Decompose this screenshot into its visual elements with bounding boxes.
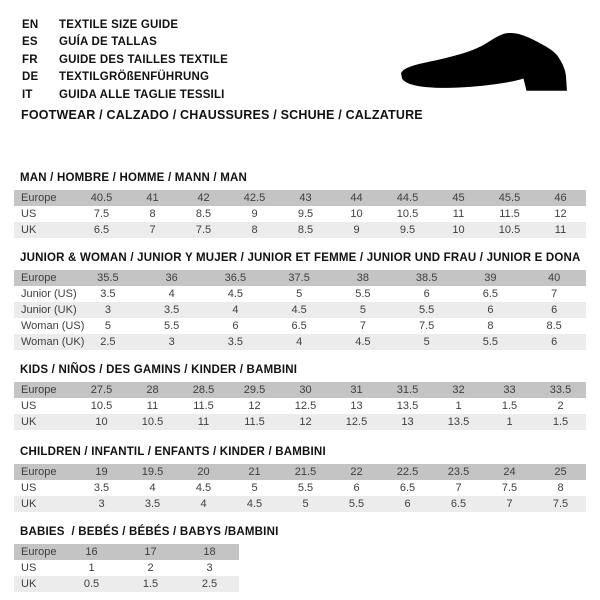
- size-cell: 10: [452, 224, 465, 236]
- size-cell: 7.5: [418, 320, 435, 332]
- row-label: Europe: [21, 384, 57, 396]
- size-cell: 12: [554, 208, 567, 220]
- size-cell: 6: [232, 320, 239, 332]
- size-cell: 4: [149, 482, 156, 494]
- size-cell: 3.5: [100, 288, 116, 300]
- size-cell: 41: [146, 192, 159, 204]
- size-cell: 5.5: [348, 498, 365, 510]
- table-row: [14, 334, 586, 350]
- section-title-children: CHILDREN / INFANTIL / ENFANTS / KINDER / BAMBINI: [20, 446, 326, 458]
- size-cell: 8: [149, 208, 156, 220]
- row-label: Europe: [21, 466, 57, 478]
- table-row: [14, 318, 586, 334]
- size-cell: 4.5: [291, 304, 307, 316]
- size-cell: 5.5: [418, 304, 435, 316]
- size-cell: 0.5: [83, 578, 100, 590]
- size-cell: 4: [296, 336, 303, 348]
- table-row: [14, 464, 586, 480]
- row-label: US: [21, 482, 37, 494]
- size-cell: 6.5: [399, 482, 416, 494]
- size-cell: 7: [455, 482, 462, 494]
- language-label: TEXTILGRÖßENFÜHRUNG: [59, 71, 210, 84]
- size-cell: 5: [296, 288, 303, 300]
- size-cell: 7.5: [93, 208, 110, 220]
- row-label: US: [21, 562, 37, 574]
- section-junior-woman: [14, 252, 586, 350]
- language-line-de: [22, 69, 228, 87]
- size-cell: 2.5: [100, 336, 116, 348]
- row-label: US: [21, 400, 37, 412]
- size-cell: 5: [423, 336, 430, 348]
- size-cell: 8.5: [297, 224, 314, 236]
- table-row: [14, 576, 239, 592]
- size-cell: 31: [350, 384, 363, 396]
- section-title-babies: BABIES / BEBÉS / BÉBÉS / BABYS /BAMBINI: [20, 526, 279, 538]
- size-cell: 3.5: [144, 498, 161, 510]
- size-cell: 12.5: [294, 400, 317, 412]
- size-cell: 3.5: [227, 336, 244, 348]
- size-cell: 39: [484, 272, 497, 284]
- size-cell: 3.5: [163, 304, 180, 316]
- size-cell: 4: [200, 498, 207, 510]
- size-cell: 44: [350, 192, 363, 204]
- size-cell: 6.5: [93, 224, 110, 236]
- section-children: [14, 446, 586, 512]
- size-cell: 33: [503, 384, 516, 396]
- size-table-babies: [14, 544, 239, 592]
- row-label: UK: [21, 498, 37, 510]
- size-cell: 33.5: [549, 384, 572, 396]
- size-cell: 12: [299, 416, 312, 428]
- language-code: DE: [22, 71, 39, 84]
- language-line-fr: [22, 51, 228, 69]
- size-cell: 5.5: [482, 336, 499, 348]
- size-cell: 37.5: [288, 272, 310, 284]
- size-cell: 19.5: [141, 466, 164, 478]
- language-code: FR: [22, 53, 38, 66]
- size-cell: 7.5: [195, 224, 212, 236]
- section-babies: [14, 526, 278, 592]
- size-cell: 11: [197, 416, 210, 428]
- size-cell: 12.5: [345, 416, 368, 428]
- size-cell: 6.5: [450, 498, 467, 510]
- size-table-kids: [14, 382, 586, 430]
- table-row: [14, 560, 239, 576]
- size-cell: 12: [248, 400, 261, 412]
- size-cell: 1: [88, 562, 95, 574]
- language-line-en: [22, 16, 228, 34]
- table-row: [14, 222, 586, 238]
- size-cell: 38.5: [415, 272, 438, 284]
- section-title-junior-woman: JUNIOR & WOMAN / JUNIOR Y MUJER / JUNIOR ET FEMME / JUNIOR UND FRAU / JUNIOR E DONA: [20, 252, 581, 264]
- size-cell: 45: [452, 192, 465, 204]
- size-cell: 6: [423, 288, 430, 300]
- size-cell: 10.5: [90, 400, 113, 412]
- language-code: ES: [22, 36, 38, 49]
- size-cell: 9: [353, 224, 360, 236]
- size-cell: 4.5: [246, 498, 263, 510]
- size-cell: 21.5: [294, 466, 317, 478]
- size-cell: 3: [168, 336, 175, 348]
- table-row: [14, 398, 586, 414]
- size-cell: 11: [452, 208, 465, 220]
- size-cell: 3: [98, 498, 105, 510]
- size-cell: 5.5: [163, 320, 180, 332]
- row-label: Junior (UK): [21, 304, 77, 316]
- size-cell: 35.5: [97, 272, 119, 284]
- row-label: Europe: [21, 272, 57, 284]
- row-label: Europe: [21, 546, 57, 558]
- size-cell: 6: [551, 336, 558, 348]
- size-cell: 30: [299, 384, 312, 396]
- language-label: GUIDA ALLE TAGLIE TESSILI: [59, 88, 225, 101]
- size-cell: 4: [168, 288, 175, 300]
- language-line-es: [22, 34, 228, 52]
- size-table-man: [14, 190, 586, 238]
- size-cell: 5: [302, 498, 309, 510]
- size-cell: 18: [203, 546, 216, 558]
- row-label: Junior (US): [21, 288, 77, 300]
- size-cell: 1.5: [501, 400, 518, 412]
- size-cell: 27.5: [90, 384, 113, 396]
- size-cell: 31.5: [396, 384, 419, 396]
- section-man: [14, 172, 586, 238]
- language-line-it: [22, 86, 228, 104]
- size-cell: 1.5: [552, 416, 569, 428]
- size-cell: 21: [248, 466, 261, 478]
- size-cell: 13: [401, 416, 414, 428]
- size-cell: 46: [554, 192, 567, 204]
- section-title-man: MAN / HOMBRE / HOMME / MANN / MAN: [20, 172, 248, 184]
- size-cell: 40.5: [90, 192, 113, 204]
- size-cell: 7.5: [552, 498, 569, 510]
- size-cell: 10: [95, 416, 108, 428]
- table-row: [14, 286, 586, 302]
- size-cell: 13: [350, 400, 363, 412]
- dress-shoe-icon: [397, 26, 571, 98]
- size-cell: 25: [554, 466, 567, 478]
- section-kids: [14, 364, 586, 430]
- size-cell: 8: [251, 224, 258, 236]
- size-cell: 3: [104, 304, 111, 316]
- size-cell: 40: [548, 272, 561, 284]
- size-cell: 9.5: [297, 208, 314, 220]
- size-cell: 22.5: [396, 466, 419, 478]
- size-cell: 6: [404, 498, 411, 510]
- size-cell: 28.5: [192, 384, 215, 396]
- size-cell: 9: [251, 208, 258, 220]
- row-label: US: [21, 208, 37, 220]
- size-cell: 9.5: [399, 224, 416, 236]
- size-cell: 5: [104, 320, 111, 332]
- size-cell: 23.5: [447, 466, 470, 478]
- size-cell: 7: [359, 320, 366, 332]
- size-cell: 6: [353, 482, 360, 494]
- size-cell: 4: [232, 304, 239, 316]
- size-cell: 19: [95, 466, 108, 478]
- size-cell: 11.5: [244, 416, 265, 428]
- table-row: [14, 496, 586, 512]
- size-cell: 29.5: [243, 384, 266, 396]
- size-cell: 5: [359, 304, 366, 316]
- size-cell: 1: [506, 416, 513, 428]
- size-cell: 42.5: [243, 192, 266, 204]
- size-cell: 24: [503, 466, 516, 478]
- size-cell: 2: [147, 562, 154, 574]
- size-cell: 2: [557, 400, 564, 412]
- size-table-junior-woman: [14, 270, 586, 350]
- table-row: [14, 206, 586, 222]
- size-cell: 13.5: [396, 400, 419, 412]
- size-cell: 8: [487, 320, 494, 332]
- row-label: Woman (UK): [21, 336, 85, 348]
- size-cell: 3: [206, 562, 213, 574]
- size-cell: 4.5: [227, 288, 244, 300]
- table-row: [14, 190, 586, 206]
- table-row: [14, 544, 239, 560]
- size-cell: 20: [197, 466, 210, 478]
- size-cell: 8.5: [546, 320, 562, 332]
- language-label: GUÍA DE TALLAS: [59, 36, 157, 49]
- size-table-children: [14, 464, 586, 512]
- size-cell: 36.5: [224, 272, 247, 284]
- language-label: TEXTILE SIZE GUIDE: [59, 18, 179, 31]
- size-cell: 10.5: [396, 208, 419, 220]
- size-cell: 1: [455, 400, 462, 412]
- size-cell: 6.5: [482, 288, 499, 300]
- row-label: Woman (US): [21, 320, 85, 332]
- size-cell: 5.5: [297, 482, 314, 494]
- size-cell: 8.5: [195, 208, 212, 220]
- size-cell: 3.5: [93, 482, 110, 494]
- table-row: [14, 270, 586, 286]
- table-row: [14, 382, 586, 398]
- size-cell: 6: [487, 304, 494, 316]
- size-cell: 5.5: [355, 288, 371, 300]
- row-label: UK: [21, 224, 37, 236]
- size-cell: 11: [554, 224, 567, 236]
- language-code: IT: [22, 88, 33, 101]
- size-cell: 10.5: [141, 416, 164, 428]
- row-label: UK: [21, 578, 37, 590]
- size-cell: 22: [350, 466, 363, 478]
- size-cell: 5: [251, 482, 258, 494]
- size-cell: 28: [146, 384, 159, 396]
- size-cell: 7: [551, 288, 558, 300]
- size-cell: 4.5: [355, 336, 371, 348]
- table-row: [14, 302, 586, 318]
- size-cell: 16: [85, 546, 98, 558]
- size-cell: 38: [356, 272, 369, 284]
- size-cell: 32: [452, 384, 465, 396]
- dress-shoe-silhouette: [397, 26, 571, 98]
- table-row: [14, 414, 586, 430]
- language-label: GUIDE DES TAILLES TEXTILE: [59, 53, 228, 66]
- table-row: [14, 480, 586, 496]
- size-cell: 42: [197, 192, 210, 204]
- row-label: UK: [21, 416, 37, 428]
- size-cell: 1.5: [142, 578, 159, 590]
- size-cell: 4.5: [195, 482, 212, 494]
- size-cell: 6.5: [291, 320, 307, 332]
- category-line: FOOTWEAR / CALZADO / CHAUSSURES / SCHUHE / CALZATURE: [21, 108, 423, 122]
- size-cell: 7: [506, 498, 513, 510]
- size-cell: 8: [557, 482, 564, 494]
- size-cell: 10.5: [498, 224, 521, 236]
- size-cell: 7: [149, 224, 156, 236]
- size-cell: 44.5: [396, 192, 419, 204]
- size-cell: 13.5: [447, 416, 470, 428]
- size-cell: 7.5: [501, 482, 518, 494]
- size-cell: 43: [299, 192, 312, 204]
- size-cell: 2.5: [201, 578, 218, 590]
- section-title-kids: KIDS / NIÑOS / DES GAMINS / KINDER / BAMBINI: [20, 364, 298, 376]
- language-title-block: [22, 16, 228, 104]
- size-cell: 36: [165, 272, 178, 284]
- size-cell: 11.5: [499, 208, 520, 220]
- language-code: EN: [22, 18, 39, 31]
- size-cell: 11: [146, 400, 159, 412]
- size-cell: 6: [551, 304, 558, 316]
- row-label: Europe: [21, 192, 57, 204]
- size-cell: 17: [144, 546, 157, 558]
- size-cell: 45.5: [498, 192, 521, 204]
- size-cell: 10: [350, 208, 363, 220]
- size-cell: 11.5: [193, 400, 214, 412]
